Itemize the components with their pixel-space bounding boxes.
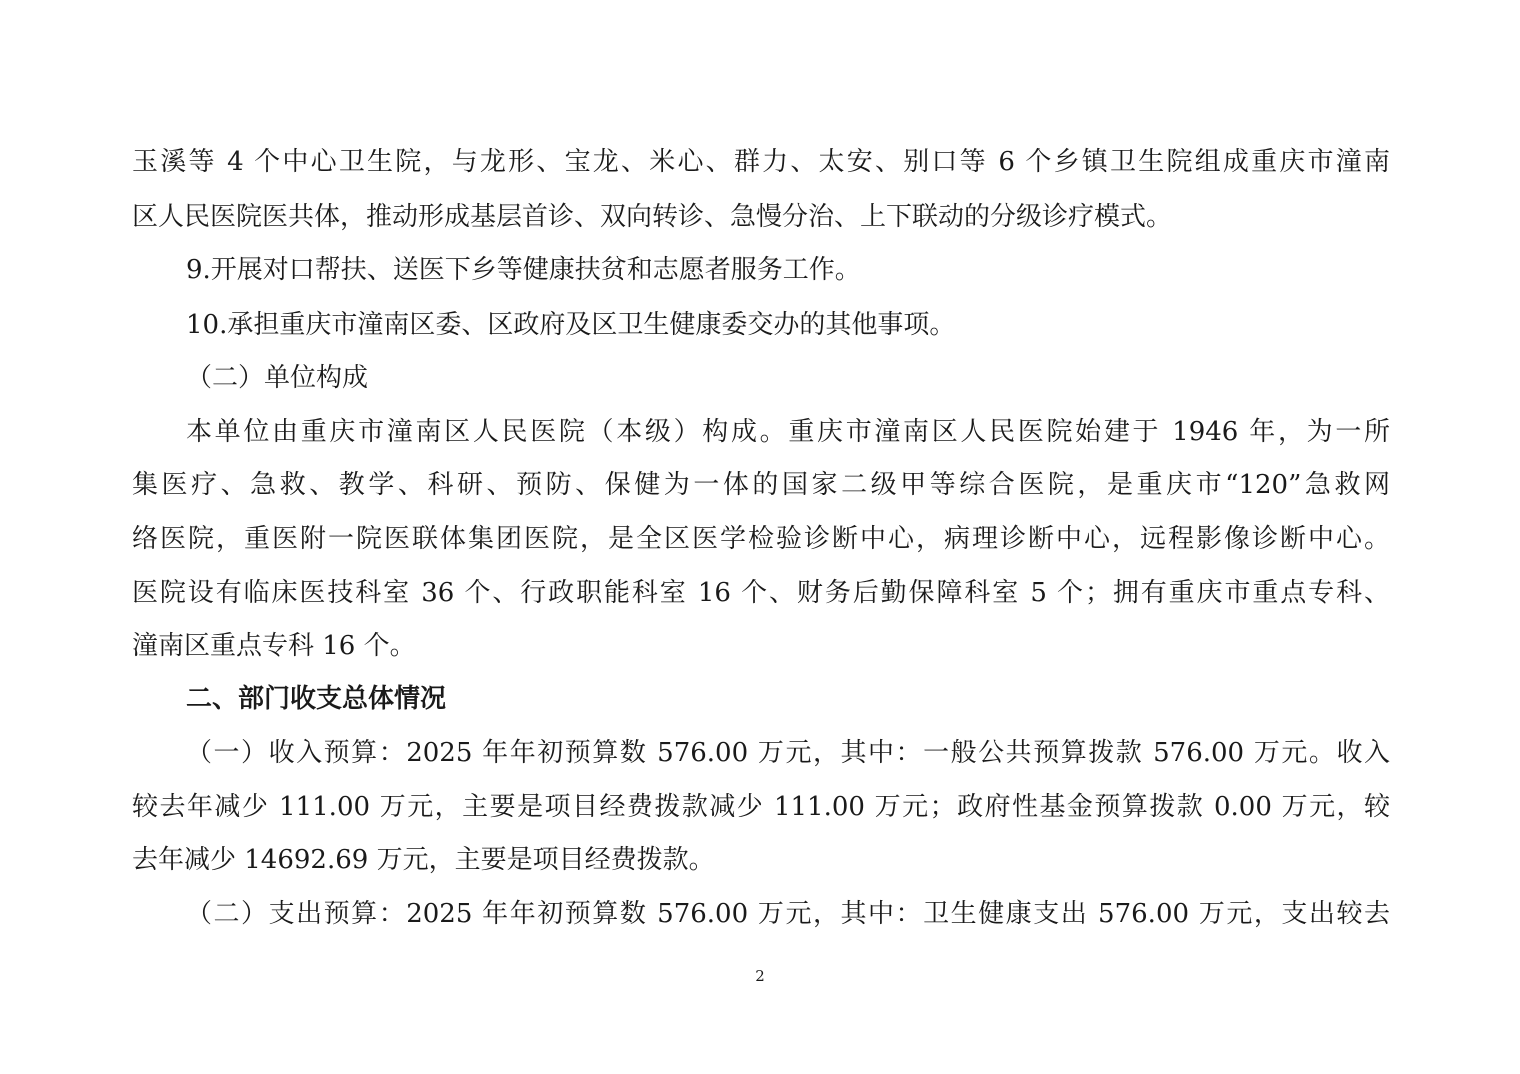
text-line-2: 区人民医院医共体，推动形成基层首诊、双向转诊、急慢分治、上下联动的分级诊疗模式。 bbox=[132, 202, 1173, 232]
section-subheading-unit-composition: （二）单位构成 bbox=[186, 363, 369, 393]
text-line-8: 络医院，重医附一院医联体集团医院，是全区医学检验诊断中心，病理诊断中心，远程影像诊断中心。 bbox=[132, 524, 1390, 554]
text-line-3: 9.开展对口帮扶、送医下乡等健康扶贫和志愿者服务工作。 bbox=[186, 255, 861, 285]
text-line-14: 去年减少 14692.69 万元，主要是项目经费拨款。 bbox=[132, 845, 715, 875]
text-line-13: 较去年减少 111.00 万元，主要是项目经费拨款减少 111.00 万元；政府性基金预算拨款 0.00 万元，较 bbox=[132, 792, 1390, 822]
text-line-4: 10.承担重庆市潼南区委、区政府及区卫生健康委交办的其他事项。 bbox=[186, 310, 956, 340]
page-number: 2 bbox=[755, 967, 765, 985]
text-line-12: （一）收入预算：2025 年年初预算数 576.00 万元，其中：一般公共预算拨款 576.00 万元。收入 bbox=[186, 738, 1390, 768]
text-line-15: （二）支出预算：2025 年年初预算数 576.00 万元，其中：卫生健康支出 576.00 万元，支出较去 bbox=[186, 899, 1390, 929]
text-line-6: 本单位由重庆市潼南区人民医院（本级）构成。重庆市潼南区人民医院始建于 1946 年，为一所 bbox=[186, 417, 1390, 447]
text-line-1: 玉溪等 4 个中心卫生院，与龙形、宝龙、米心、群力、太安、别口等 6 个乡镇卫生院组成重庆市潼南 bbox=[132, 147, 1390, 177]
text-line-7: 集医疗、急救、教学、科研、预防、保健为一体的国家二级甲等综合医院，是重庆市“120”急救网 bbox=[132, 470, 1390, 500]
text-line-9: 医院设有临床医技科室 36 个、行政职能科室 16 个、财务后勤保障科室 5 个；拥有重庆市重点专科、 bbox=[132, 578, 1390, 608]
section-heading-budget-overview: 二、部门收支总体情况 bbox=[186, 684, 447, 714]
text-line-10: 潼南区重点专科 16 个。 bbox=[132, 631, 416, 661]
